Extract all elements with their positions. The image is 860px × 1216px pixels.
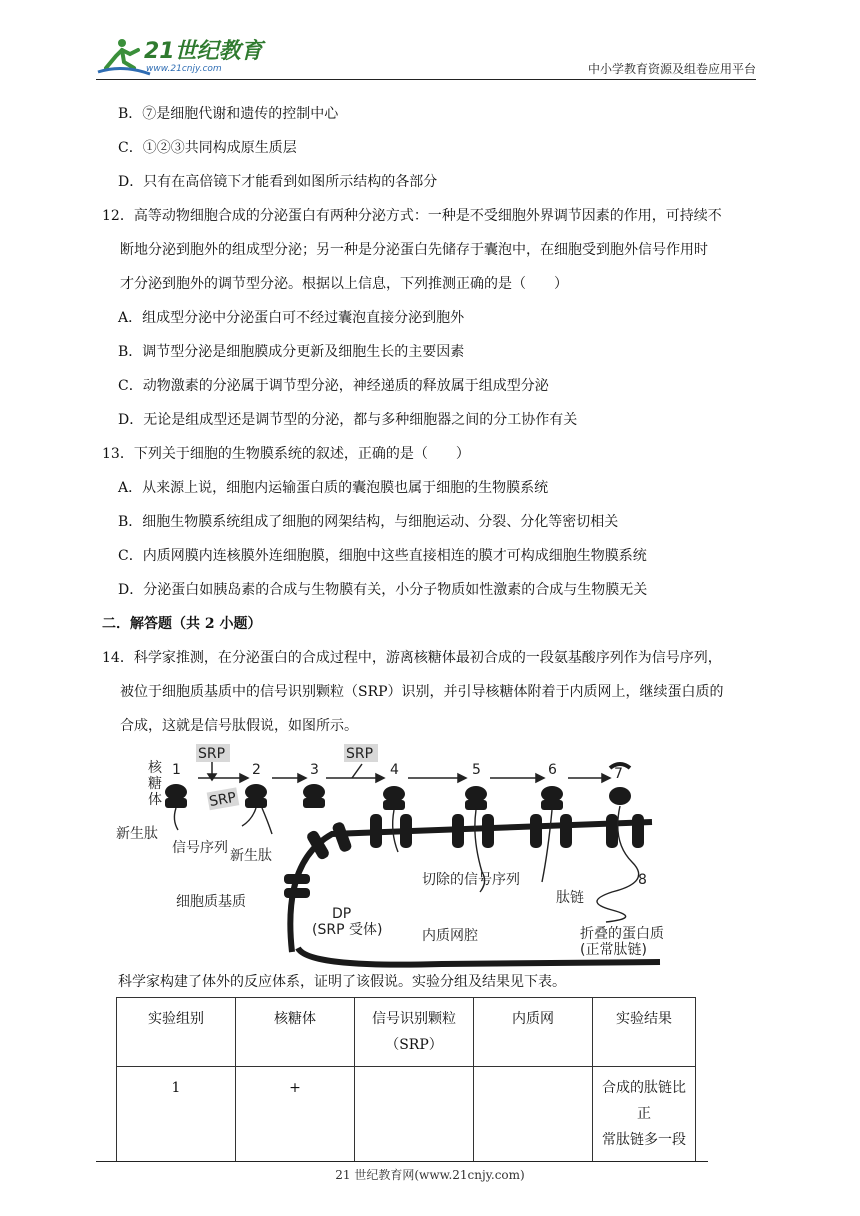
logo-title: 21世纪教育 [144,39,263,64]
q11-option-c: C．①②③共同构成原生质层 [118,140,297,156]
q12-option-a: A．组成型分泌中分泌蛋白可不经过囊泡直接分泌到胞外 [118,310,465,326]
table-header-row [117,998,696,1067]
th-srp-line1: 信号识别颗粒 [372,1011,456,1027]
step-5: 5 [472,762,481,778]
section-heading: 二．解答题（共 2 小题） [102,616,262,632]
header-platform-text: 中小学教育资源及组卷应用平台 [587,62,756,76]
ribosome-label-1: 核 [148,760,162,776]
signal-peptide-diagram [112,742,672,970]
th-ribosome: 核糖体 [236,998,355,1067]
th-group: 实验组别 [117,998,236,1067]
label-cut-signal: 切除的信号序列 [422,872,520,888]
th-result: 实验结果 [593,998,696,1067]
label-num-8: 8 [638,872,647,888]
page-header [0,0,860,82]
q14-stem-line2: 被位于细胞质基质中的信号识别颗粒（SRP）识别，并引导核糖体附着于内质网上，继续蛋白质的 [120,684,724,700]
q13-option-a: A．从来源上说，细胞内运输蛋白质的囊泡膜也属于细胞的生物膜系统 [118,480,549,496]
runner-icon [98,39,150,74]
srp-label-1: SRP [198,746,226,762]
label-folded-protein: 折叠的蛋白质 [580,926,664,942]
label-srp-receptor: (SRP 受体) [312,922,383,938]
th-srp-line2: （SRP） [385,1037,443,1053]
q12-option-b: B．调节型分泌是细胞膜成分更新及细胞生长的主要因素 [118,344,465,360]
experiment-table [116,997,696,1162]
cell-result-line2: 常肽链多一段 [602,1132,686,1148]
q12-option-c: C．动物激素的分泌属于调节型分泌，神经递质的释放属于组成型分泌 [118,378,549,394]
page-footer: 21 世纪教育网(www.21cnjy.com) [335,1168,525,1182]
label-peptide-chain: 肽链 [556,890,584,906]
table-row [117,1067,696,1162]
q13-option-b: B．细胞生物膜系统组成了细胞的网架结构，与细胞运动、分裂、分化等密切相关 [118,514,619,530]
q13-option-d: D．分泌蛋白如胰岛素的合成与生物膜有关，小分子物质如性激素的合成与生物膜无关 [118,582,648,598]
q14-stem-line1: 14．科学家推测，在分泌蛋白的合成过程中，游离核糖体最初合成的一段氨基酸序列作为信号序列， [102,650,722,666]
label-dp: DP [332,906,352,922]
q12-option-d: D．无论是组成型还是调节型的分泌，都与多种细胞器之间的分工协作有关 [118,412,578,428]
header-divider [96,79,756,80]
cell-result-line1: 合成的肽链比正 [602,1080,686,1122]
srp-label-2: SRP [346,746,374,762]
cell-result [593,1067,696,1162]
label-er-lumen: 内质网腔 [422,928,478,944]
step-2: 2 [252,762,261,778]
label-new-peptide-2: 新生肽 [230,848,272,864]
cell-ribosome: + [236,1067,355,1162]
site-logo [92,34,272,78]
q14-after-figure: 科学家构建了体外的反应体系，证明了该假说。实验分组及结果见下表。 [118,974,566,990]
ribosome-label-3: 体 [148,792,162,808]
q13-option-c: C．内质网膜内连核膜外连细胞膜，细胞中这些直接相连的膜才可构成细胞生物膜系统 [118,548,647,564]
step-1: 1 [172,762,181,778]
step-7: 7 [614,766,623,782]
q11-option-b: B．⑦是细胞代谢和遗传的控制中心 [118,106,339,122]
q11-option-d: D．只有在高倍镜下才能看到如图所示结构的各部分 [118,174,438,190]
step-3: 3 [310,762,319,778]
label-signal-seq: 信号序列 [172,840,228,856]
step-6: 6 [548,762,557,778]
ribosome-label-2: 糖 [148,776,162,792]
q12-stem-line1: 12．高等动物细胞合成的分泌蛋白有两种分泌方式：一种是不受细胞外界调节因素的作用，可持续不 [102,208,722,224]
q14-stem-line3: 合成，这就是信号肽假说，如图所示。 [120,718,358,734]
cell-srp [355,1067,474,1162]
cell-er [474,1067,593,1162]
logo-url: www.21cnjy.com [146,64,222,74]
label-normal-chain: (正常肽链) [580,942,647,958]
q12-stem-line2: 断地分泌到胞外的组成型分泌；另一种是分泌蛋白先储存于囊泡中，在细胞受到胞外信号作用时 [120,242,708,258]
label-new-peptide-1: 新生肽 [116,826,158,842]
footer-divider [96,1161,708,1162]
label-cytosol: 细胞质基质 [176,894,246,910]
th-srp [355,998,474,1067]
q13-stem: 13．下列关于细胞的生物膜系统的叙述，正确的是（ ） [102,446,470,462]
srp-label-3: SRP [207,789,238,811]
cell-group: 1 [117,1067,236,1162]
q12-stem-line3: 才分泌到胞外的调节型分泌。根据以上信息，下列推测正确的是（ ） [120,276,568,292]
step-4: 4 [390,762,399,778]
th-er: 内质网 [474,998,593,1067]
